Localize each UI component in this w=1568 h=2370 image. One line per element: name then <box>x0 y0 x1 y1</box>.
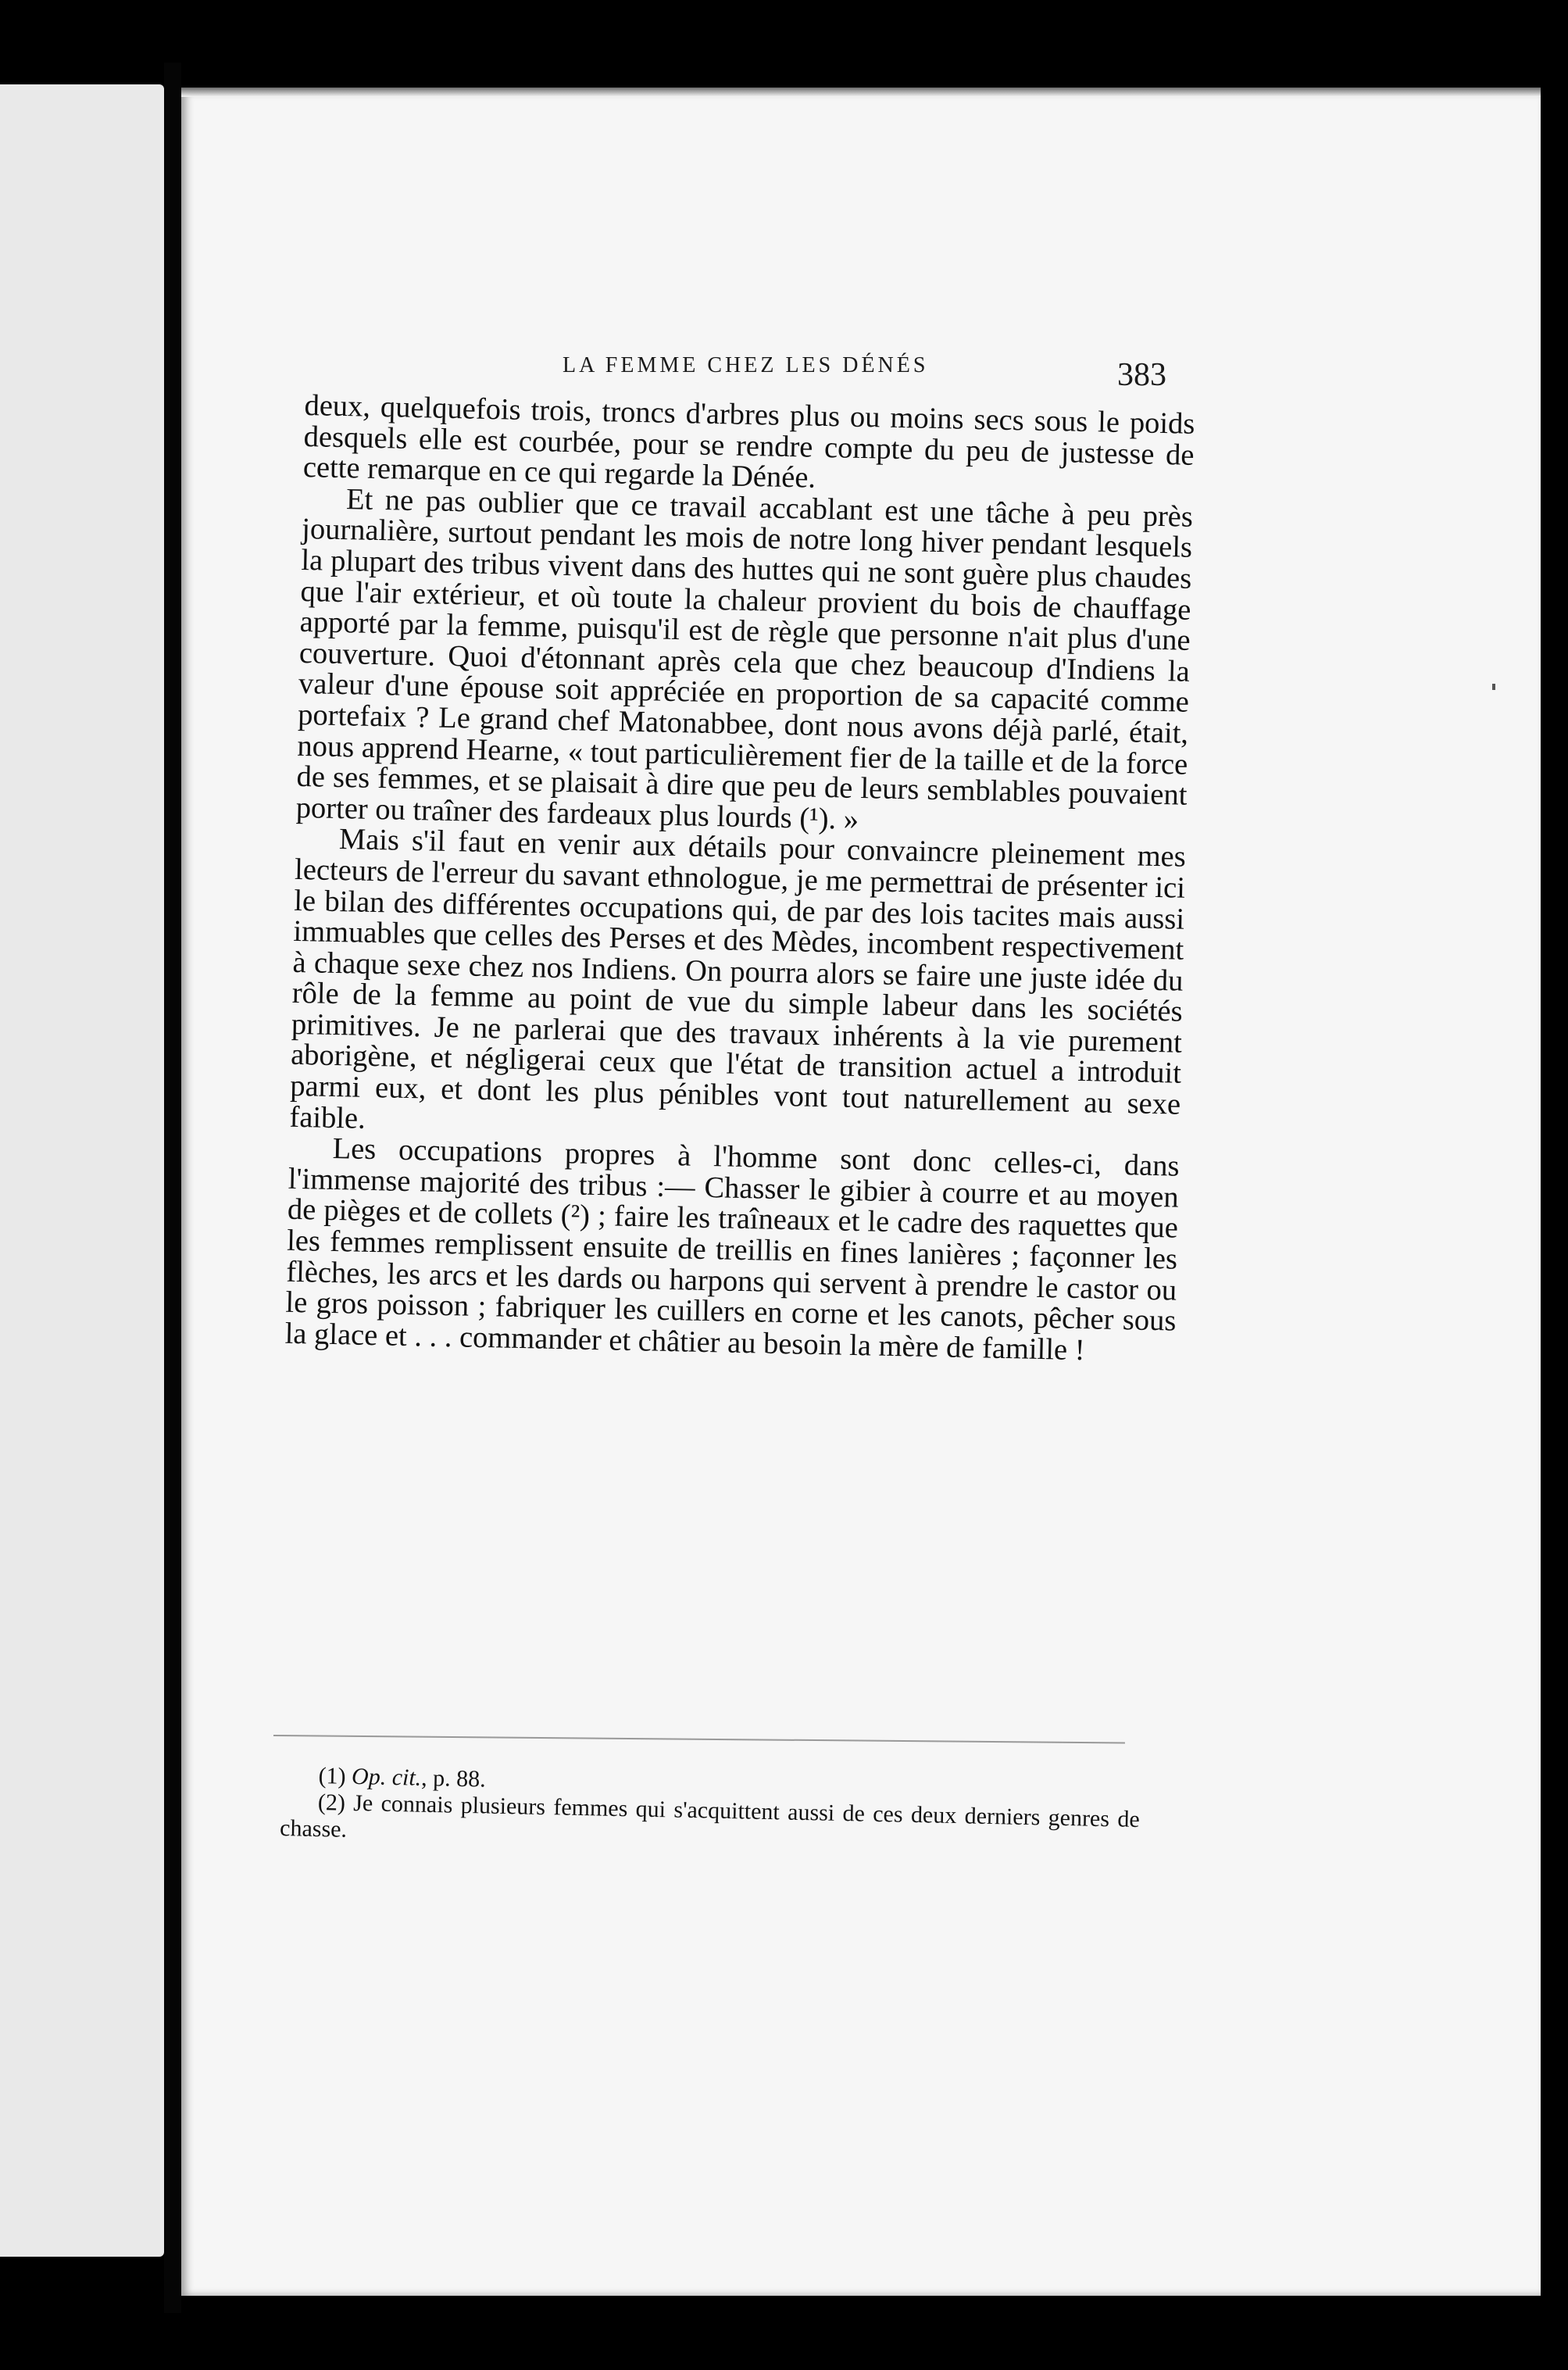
running-title: LA FEMME CHEZ LES DÉNÉS <box>563 353 929 377</box>
body-text <box>284 391 1195 1368</box>
paragraph-1: deux, quelquefois trois, troncs d'arbres plus ou moins secs sous le poids desquels elle est courbée, pour se rendre compte du peu de justesse de cette remarque en ce qui regarde la Dénée. <box>302 389 1195 495</box>
paragraph-3: Mais s'il faut en venir aux détails pour convaincre pleinement mes lecteurs de l'erreur du savant ethnologue, je me permettrai de présenter ici le bilan des différentes occupations qui, de par des lois tacites mais aussi immuables que celles des Perses et des Mèdes, incombent respectivement à chaque sexe chez nos Indiens. On pourra alors se faire une juste idée du rôle de la femme au point de vue du simple labeur dans les sociétés primitives. Je ne parlerai que des travaux inhérents à la vie purement aborigène, et négligerai ceux que l'état de transition actuel a introduit parmi eux, et dont les plus pénibles vont tout naturellement au sexe faible. <box>289 823 1187 1135</box>
page-number: 383 <box>1117 357 1166 393</box>
footnote-2-text: Je connais plusieurs femmes qui s'acquittent aussi de ces deux derniers genres de chasse. <box>279 1789 1141 1843</box>
paragraph-2: Et ne pas oublier que ce travail accablant est une tâche à peu près journalière, surtout pendant les mois de notre long hiver pendant lesquels la plupart des tribus vivent dans des huttes qui ne sont guère plus chaudes que l'air extérieur, et où toute la chaleur provient du bois de chauffage apporté par la femme, puisqu'il est de règle que personne n'ait plus d'une couverture. Quoi d'étonnant après cela que chez beaucoup d'Indiens la valeur d'une épouse soit appréciée en proportion de sa capacité comme portefaix ? Le grand chef Matonabbee, dont nous avons déjà parlé, était, nous apprend Hearne, « tout particulièrement fier de la taille et de la force de ses femmes, et se plaisait à dire que peu de leurs semblables pouvaient porter ou traîner des fardeaux plus lourds (¹). » <box>295 482 1194 836</box>
book-spine <box>164 63 181 2313</box>
paragraph-4: Les occupations propres à l'homme sont donc celles-ci, dans l'immense majorité des tribus :— Chasser le gibier à courre et au moyen de pièges et de collets (²) ; faire les traîneaux et le cadre des raquettes que les femmes remplissent ensuite de treillis en fines lanières ; façonner les flèches, les arcs et les dards ou harpons qui servent à prendre le castor ou le gros poisson ; fabriquer les cuillers en corne et les canots, pêcher sous la glace et . . . commander et châtier au besoin la mère de famille ! <box>284 1132 1180 1367</box>
footnote-2-marker: (2) <box>317 1789 346 1816</box>
previous-page-edge <box>0 84 164 2257</box>
page-top-edge <box>181 88 1541 97</box>
footnote-1-page: , p. 88. <box>420 1764 487 1793</box>
footnote-1-marker: (1) <box>318 1763 346 1789</box>
page-speck <box>1492 684 1495 690</box>
footnote-1-reference: Op. cit. <box>351 1763 422 1791</box>
